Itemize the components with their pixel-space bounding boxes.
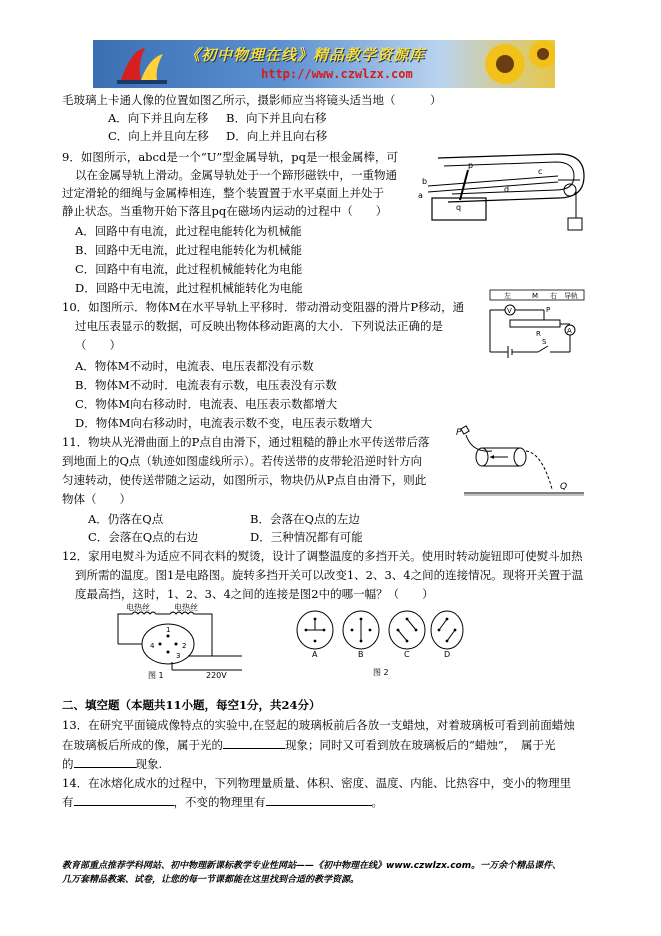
q13-line2 xyxy=(62,736,556,754)
q8-option-c: C．向上并且向左移 xyxy=(108,129,209,143)
q14-line2-part1: 有 xyxy=(62,795,74,809)
q14-line1: 14．在冰熔化成水的过程中，下列物理量质量、体积、密度、温度、内能、比热容中，变小的物理里 xyxy=(62,776,572,790)
q13-line1: 13．在研究平面镜成像特点的实验中,在竖起的玻璃板前后各放一支蜡烛，对着玻璃板可看到前面蜡烛 xyxy=(62,718,575,732)
q11-line2: 到地面上的Q点（轨迹如图虚线所示）。若传送带的皮带轮沿逆时针方向 xyxy=(62,454,423,468)
q12-option-d-label: D xyxy=(444,650,451,659)
q12-figure2-options xyxy=(295,605,465,680)
header-banner xyxy=(93,40,555,88)
q13-line2-part2: 现象；同时又可看到放在玻璃板后的“蜡烛”， 属于光 xyxy=(285,738,556,752)
banner-url[interactable]: http://www.czwlzx.com xyxy=(261,67,413,81)
q14-blank-2[interactable] xyxy=(266,793,372,806)
q8-stem: 毛玻璃上卡通人像的位置如图乙所示，摄影师应当将镜头适当地（ ） xyxy=(62,93,442,107)
q12-fig1-terminal-1: 1 xyxy=(166,626,171,634)
q10-fig-label-right: 右 xyxy=(550,292,557,300)
q12-option-b-switch xyxy=(343,611,379,659)
q12-fig1-terminal-2: 2 xyxy=(182,642,187,650)
sunflower-icon xyxy=(475,40,555,88)
q10-option-b: B．物体M不动时．电流表有示数，电压表没有示数 xyxy=(75,378,337,392)
q10-fig-label-rail: 导轨 xyxy=(564,292,578,300)
q14-line2 xyxy=(62,793,383,811)
q12-heater-label-2: 电热丝 xyxy=(174,603,198,612)
q9-line1: 9．如图所示，abcd是一个“U”型金属导轨，pq是一根金属棒，可 xyxy=(62,150,399,164)
q12-figure1-circuit xyxy=(112,600,262,680)
q10-fig-label-v: V xyxy=(507,307,512,315)
banner-title: 《初中物理在线》精品教学资源库 xyxy=(185,46,426,64)
q11-option-c: C．会落在Q点的右边 xyxy=(88,530,199,544)
q12-option-a-label: A xyxy=(312,650,318,659)
q10-fig-label-left: 左 xyxy=(504,292,511,300)
q9-line3: 过定滑轮的细绳与金属棒相连，整个装置置于水平桌面上并处于 xyxy=(62,186,384,200)
q9-fig-label-d: d xyxy=(504,185,510,194)
q10-option-d: D．物体M向右移动时，电流表示数不变，电压表示数增大 xyxy=(75,416,372,430)
q10-fig-label-m: M xyxy=(532,292,539,300)
q10-line2: 过电压表显示的数据，可反映出物体移动距离的大小．下列说法正确的是 xyxy=(75,319,443,333)
q11-option-b: B．会落在Q点的左边 xyxy=(250,512,360,526)
q11-option-d: D．三种情况都有可能 xyxy=(250,530,363,544)
q10-fig-label-a: A xyxy=(567,327,572,335)
q9-option-a: A．回路中有电流，此过程电能转化为机械能 xyxy=(75,224,302,238)
q9-option-c: C．回路中有电流，此过程机械能转化为电能 xyxy=(75,262,303,276)
q12-fig1-label: 图 1 xyxy=(148,671,164,680)
q9-fig-label-a: a xyxy=(418,191,423,200)
q11-figure-conveyor xyxy=(456,423,586,503)
q10-fig-label-r: R xyxy=(536,330,541,338)
q12-option-c-label: C xyxy=(404,650,410,659)
q11-line4: 物体（ ） xyxy=(62,492,131,506)
q12-option-a-switch xyxy=(297,611,333,659)
q13-line3 xyxy=(62,755,162,773)
q12-fig1-terminal-3: 3 xyxy=(176,652,181,660)
q9-figure-magnet-rail xyxy=(408,140,608,240)
q11-fig-label-p: P xyxy=(456,428,462,438)
q12-line2: 到所需的温度。图1是电路图。旋转多挡开关可以改变1、2、3、4之间的连接情况。现将开关置于温 xyxy=(75,568,584,582)
q12-line3: 度最高挡，这时，1、2、3、4之间的连接是图2中的哪一幅？（ ） xyxy=(75,587,434,601)
q10-fig-label-s: S xyxy=(542,338,547,346)
q9-fig-label-c: c xyxy=(538,167,543,176)
q10-option-a: A．物体M不动时，电流表、电压表都没有示数 xyxy=(75,359,314,373)
q12-fig2-label: 图 2 xyxy=(373,668,389,677)
q12-fig1-terminal-4: 4 xyxy=(150,642,155,650)
q9-fig-label-p: p xyxy=(468,161,474,170)
q11-fig-label-q: Q xyxy=(560,482,568,492)
q10-option-c: C．物体M向右移动时．电流表、电压表示数都增大 xyxy=(75,397,338,411)
q10-fig-label-p: P xyxy=(546,306,551,314)
site-logo-icon xyxy=(111,40,171,88)
q14-line2-part2: ，不变的物理里有 xyxy=(173,795,266,809)
section-heading-fill-in: 二、填空题（本题共11小题，每空1分，共24分） xyxy=(62,698,321,712)
q12-line1: 12．家用电熨斗为适应不同衣料的熨烫，设计了调整温度的多挡开关。使用时转动旋钮即可使熨斗加热 xyxy=(62,549,583,563)
q12-option-c-switch xyxy=(389,611,425,659)
q10-line3: （ ） xyxy=(75,338,121,352)
q10-figure-circuit xyxy=(488,288,588,358)
q8-option-a: A．向下并且向左移 xyxy=(108,111,209,125)
q9-line2: 以在金属导轨上滑动。金属导轨处于一个蹄形磁铁中，一重物通 xyxy=(75,168,397,182)
q9-option-b: B．回路中无电流，此过程电能转化为机械能 xyxy=(75,243,302,257)
q11-line1: 11．物块从光滑曲面上的P点自由滑下，通过粗糙的静止水平传送带后落 xyxy=(62,435,430,449)
footer-line2: 几万套精品教案、试卷，让您的每一节课都能在这里找到合适的教学资源。 xyxy=(62,875,360,885)
q9-fig-label-b: b xyxy=(422,177,428,186)
q11-line3: 匀速转动，使传送带随之运动，如图所示，物块仍从P点自由滑下，则此 xyxy=(62,473,427,487)
q14-blank-1[interactable] xyxy=(74,793,174,806)
q13-blank-1[interactable] xyxy=(223,736,285,749)
q10-line1: 10．如图所示．物体M在水平导轨上平移时．带动滑动变阻器的滑片P移动，通 xyxy=(62,300,465,314)
q13-blank-2[interactable] xyxy=(74,755,136,768)
q13-line3-part2: 现象. xyxy=(135,757,163,771)
q12-option-b-label: B xyxy=(358,650,364,659)
q8-option-d: D．向上并且向右移 xyxy=(226,129,328,143)
q13-line2-part1: 在玻璃板后所成的像，属于光的 xyxy=(62,738,223,752)
q9-fig-label-q: q xyxy=(456,203,462,212)
page-footer xyxy=(62,859,622,887)
q9-option-d: D．回路中无电流，此过程机械能转化为电能 xyxy=(75,281,303,295)
q8-option-b: B．向下并且向右移 xyxy=(226,111,327,125)
footer-line1: 教育部重点推荐学科网站、初中物理新课标教学专业性网站——《初中物理在线》www.czwlzx.com。一万余个精品课件、 xyxy=(62,861,562,871)
q12-voltage-label: 220V xyxy=(206,671,227,680)
q14-line2-part3: 。 xyxy=(371,795,383,809)
q11-option-a: A．仍落在Q点 xyxy=(88,512,164,526)
q12-option-d-switch xyxy=(431,611,463,659)
q9-line4: 静止状态。当重物开始下落且pq在磁场内运动的过程中（ ） xyxy=(62,204,388,218)
q12-heater-label-1: 电热丝 xyxy=(126,603,150,612)
q13-line3-part1: 的 xyxy=(62,757,74,771)
